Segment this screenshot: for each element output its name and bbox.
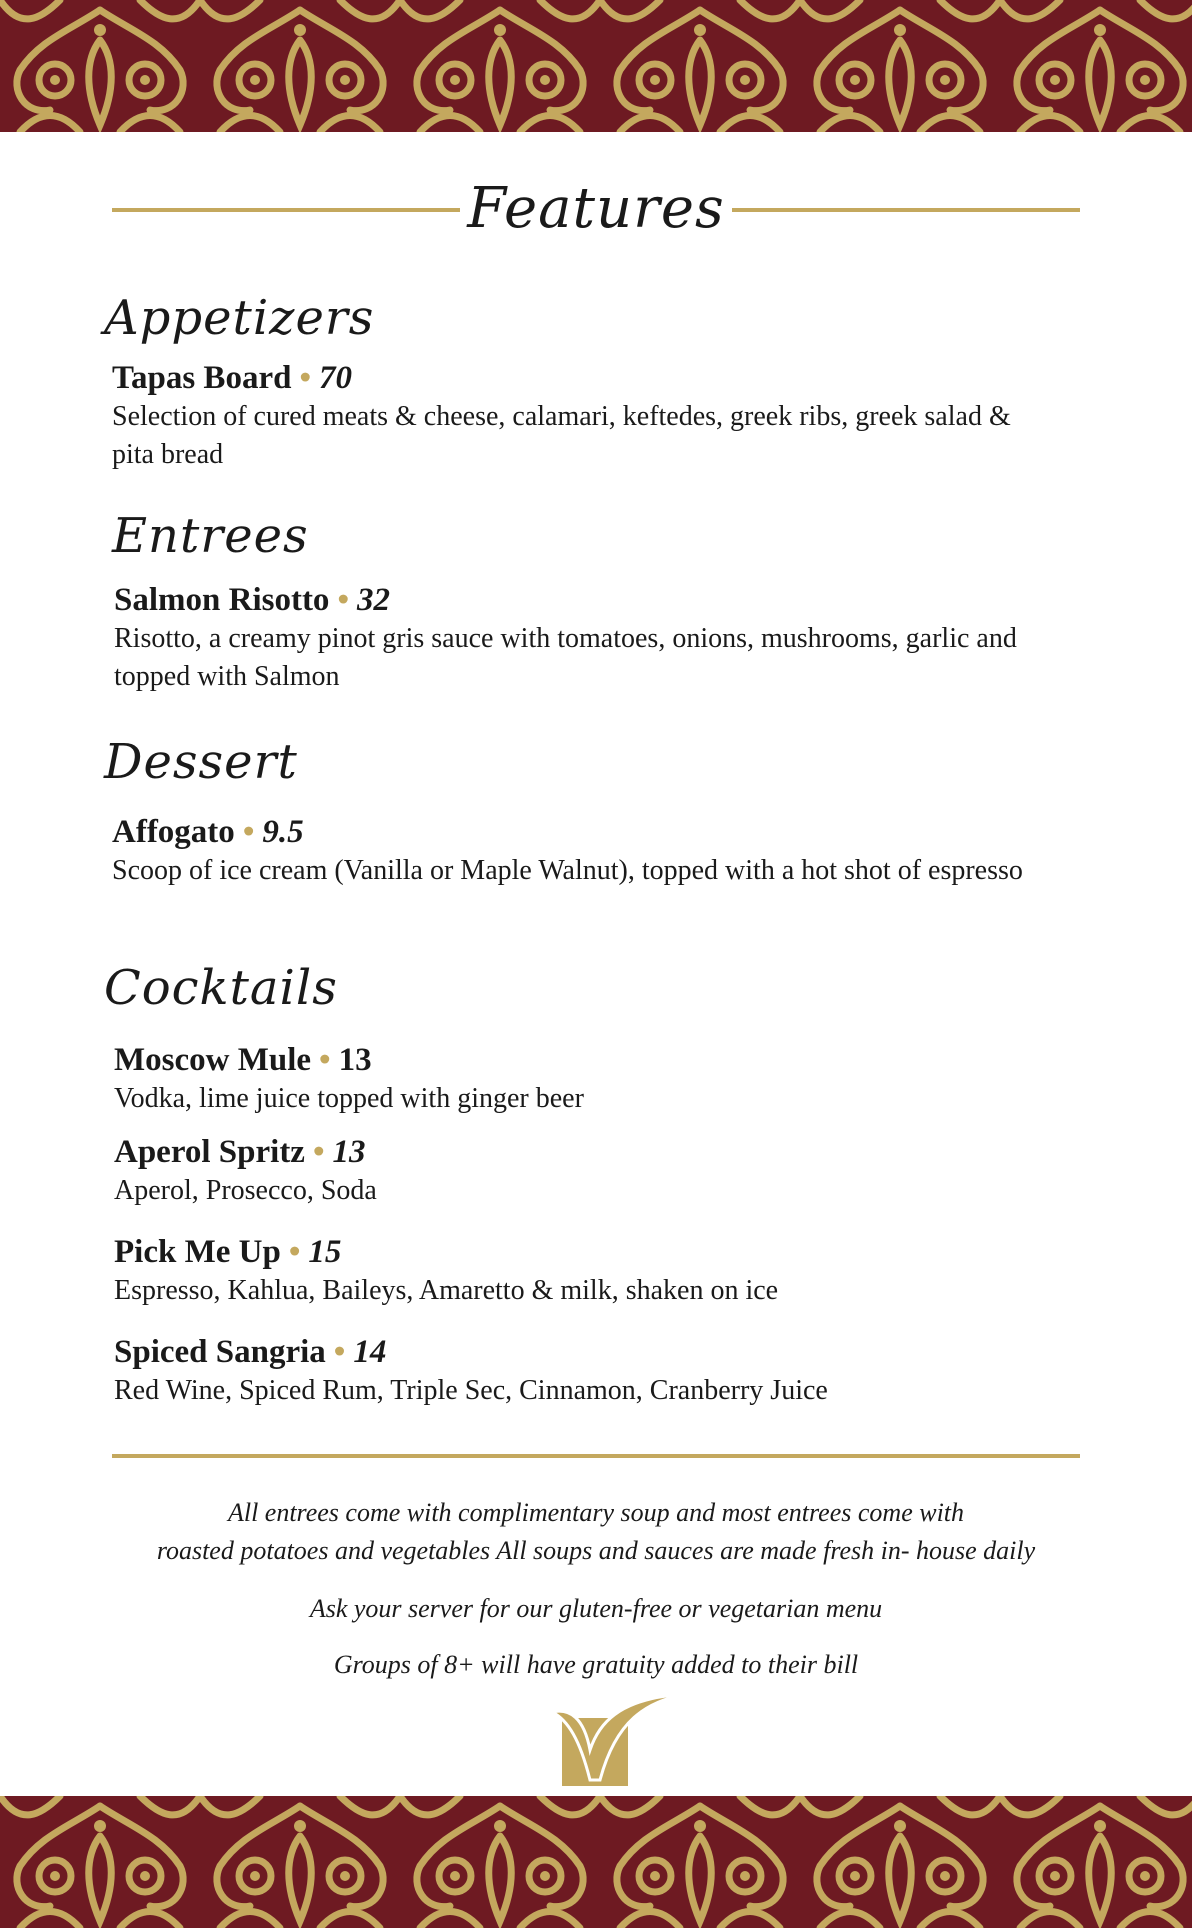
item-price: 70	[319, 360, 352, 396]
footer-rule	[112, 1454, 1080, 1458]
item-price: 13	[338, 1042, 372, 1078]
damask-pattern-icon	[0, 1796, 1192, 1928]
item-name: Aperol Spritz	[114, 1134, 305, 1170]
appetizers-title: Appetizers	[104, 290, 375, 346]
menu-item-salmon-risotto	[114, 580, 1094, 696]
note-entrees-line1: All entrees come with complimentary soup and most entrees come with	[227, 1498, 965, 1527]
separator-dot-icon: •	[337, 582, 349, 618]
item-heading	[114, 1132, 1094, 1172]
top-ornament-band	[0, 0, 1192, 132]
item-name: Affogato	[112, 814, 235, 850]
item-price: 32	[357, 582, 390, 618]
item-heading	[112, 358, 1092, 398]
page-title-row	[112, 176, 1080, 266]
separator-dot-icon: •	[319, 1042, 331, 1078]
separator-dot-icon: •	[242, 814, 255, 850]
menu-item-aperol-spritz	[114, 1132, 1094, 1210]
separator-dot-icon: •	[299, 360, 311, 396]
separator-dot-icon: •	[312, 1134, 325, 1170]
separator-dot-icon: •	[288, 1234, 301, 1270]
menu-item-tapas-board	[112, 358, 1092, 474]
item-description: Vodka, lime juice topped with ginger beer	[114, 1083, 584, 1114]
item-name: Salmon Risotto	[114, 582, 330, 618]
item-price: 15	[308, 1234, 342, 1270]
item-heading	[114, 580, 1094, 620]
item-description: Risotto, a creamy pinot gris sauce with tomatoes, onions, mushrooms, garlic and topped with Salmon	[114, 623, 1017, 692]
item-name: Tapas Board	[112, 360, 292, 396]
item-heading	[114, 1040, 1094, 1080]
item-heading	[114, 1332, 1094, 1372]
item-name: Moscow Mule	[114, 1042, 312, 1078]
menu-item-pick-me-up	[114, 1232, 1094, 1310]
item-price: 14	[353, 1334, 387, 1370]
cocktails-title: Cocktails	[104, 960, 338, 1016]
note-gratuity: Groups of 8+ will have gratuity added to their bill	[333, 1650, 859, 1679]
menu-item-moscow-mule	[114, 1040, 1094, 1118]
item-description: Scoop of ice cream (Vanilla or Maple Walnut), topped with a hot shot of espresso	[112, 855, 1023, 886]
item-description: Espresso, Kahlua, Baileys, Amaretto & milk, shaken on ice	[114, 1275, 779, 1306]
item-heading	[112, 812, 1092, 852]
item-price: 9.5	[262, 814, 304, 850]
logo-icon	[546, 1690, 692, 1790]
item-price: 13	[332, 1134, 366, 1170]
dessert-title: Dessert	[104, 734, 298, 790]
bottom-ornament-band	[0, 1796, 1192, 1928]
item-description: Selection of cured meats & cheese, calamari, keftedes, greek ribs, greek salad & pita bread	[112, 401, 1011, 470]
menu-item-spiced-sangria	[114, 1332, 1094, 1410]
page-title: Features	[467, 176, 725, 241]
note-entrees-line2: roasted potatoes and vegetables All soups and sauces are made fresh in- house daily	[156, 1536, 1036, 1565]
entrees-title: Entrees	[112, 508, 309, 564]
separator-dot-icon: •	[333, 1334, 346, 1370]
item-description: Aperol, Prosecco, Soda	[114, 1175, 377, 1206]
v-monogram-logo	[546, 1690, 692, 1790]
note-gluten-free: Ask your server for our gluten-free or vegetarian menu	[309, 1594, 883, 1623]
item-name: Pick Me Up	[114, 1234, 281, 1270]
damask-pattern-icon	[0, 0, 1192, 132]
menu-item-affogato	[112, 812, 1092, 890]
item-name: Spiced Sangria	[114, 1334, 326, 1370]
item-heading	[114, 1232, 1094, 1272]
item-description: Red Wine, Spiced Rum, Triple Sec, Cinnamon, Cranberry Juice	[114, 1375, 828, 1406]
